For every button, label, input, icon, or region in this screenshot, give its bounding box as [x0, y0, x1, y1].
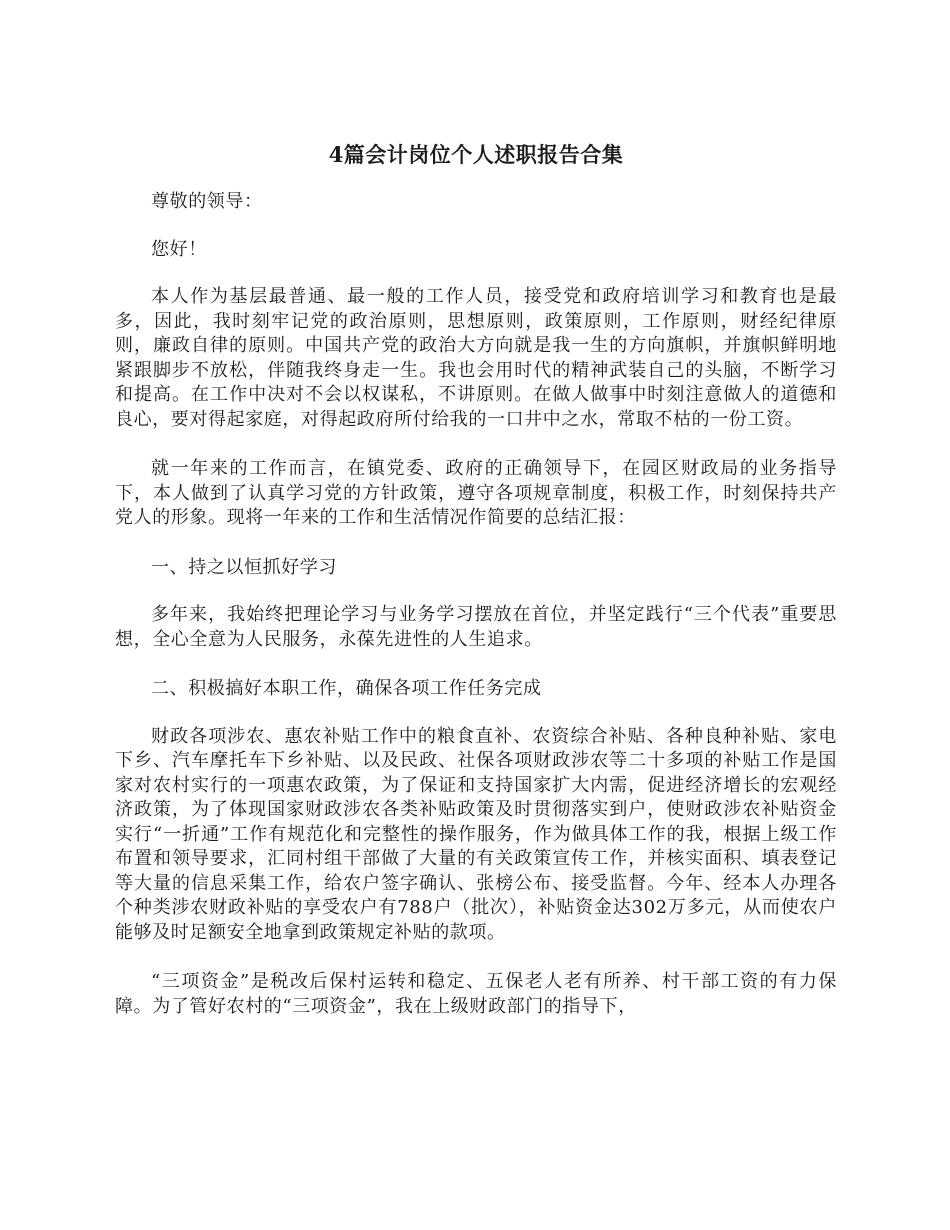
- salutation: 尊敬的领导：: [151, 191, 263, 212]
- paragraph-intro: 本人作为基层最普通、最一般的工作人员，接受党和政府培训学习和教育也是最多，因此，我时刻牢记党的政治原则，思想原则，政策原则，工作原则，财经纪律原则，廉政自律的原则。中国共产党的政治大方向就是我一生的方向旗帜，并旗帜鲜明地紧跟脚步不放松，伴随我终身走一生。我也会用时代的精神武装自己的头脑，不断学习和提高。在工作中决对不会以权谋私，不讲原则。在做人做事中时刻注意做人的道德和良心，要对得起家庭，对得起政府所付给我的一口井中之水，常取不枯的一份工资。: [115, 286, 837, 430]
- paragraph-study: 多年来，我始终把理论学习与业务学习摆放在首位，并坚定践行“三个代表”重要思想，全心全意为人民服务，永葆先进性的人生追求。: [115, 604, 837, 650]
- section-heading-2: 二、积极搞好本职工作，确保各项工作任务完成: [151, 678, 542, 699]
- document-body: [115, 140, 837, 1044]
- greeting: 您好！: [151, 238, 207, 260]
- section-heading-1: 一、持之以恒抓好学习: [151, 556, 337, 578]
- paragraph-subsidies: 财政各项涉农、惠农补贴工作中的粮食直补、农资综合补贴、各种良种补贴、家电下乡、汽车摩托车下乡补贴、以及民政、社保各项财政涉农等二十多项的补贴工作是国家对农村实行的一项惠农政策，为了保证和支持国家扩大内需，促进经济增长的宏观经济政策，为了体现国家财政涉农各类补贴政策及时贯彻落实到户，使财政涉农补贴资金实行“一折通”工作有规范化和完整性的操作服务，作为做具体工作的我，根据上级工作布置和领导要求，汇同村组干部做了大量的有关政策宣传工作，并核实面积、填表登记等大量的信息采集工作，给农户签字确认、张榜公布、接受监督。今年、经本人办理各个种类涉农财政补贴的享受农户有788户（批次），补贴资金达302万多元，从而使农户能够及时足额安全地拿到政策规定补贴的款项。: [115, 725, 837, 943]
- paragraph-summary: 就一年来的工作而言，在镇党委、政府的正确领导下，在园区财政局的业务指导下，本人做到了认真学习党的方针政策，遵守各项规章制度，积极工作，时刻保持共产党人的形象。现将一年来的工作和生活情况作简要的总结汇报：: [115, 458, 837, 528]
- document-title: 4篇会计岗位个人述职报告合集: [328, 142, 624, 167]
- paragraph-three-funds: “三项资金”是税改后保村运转和稳定、五保老人老有所养、村干部工资的有力保障。为了管好农村的“三项资金”，我在上级财政部门的指导下，: [115, 971, 837, 1017]
